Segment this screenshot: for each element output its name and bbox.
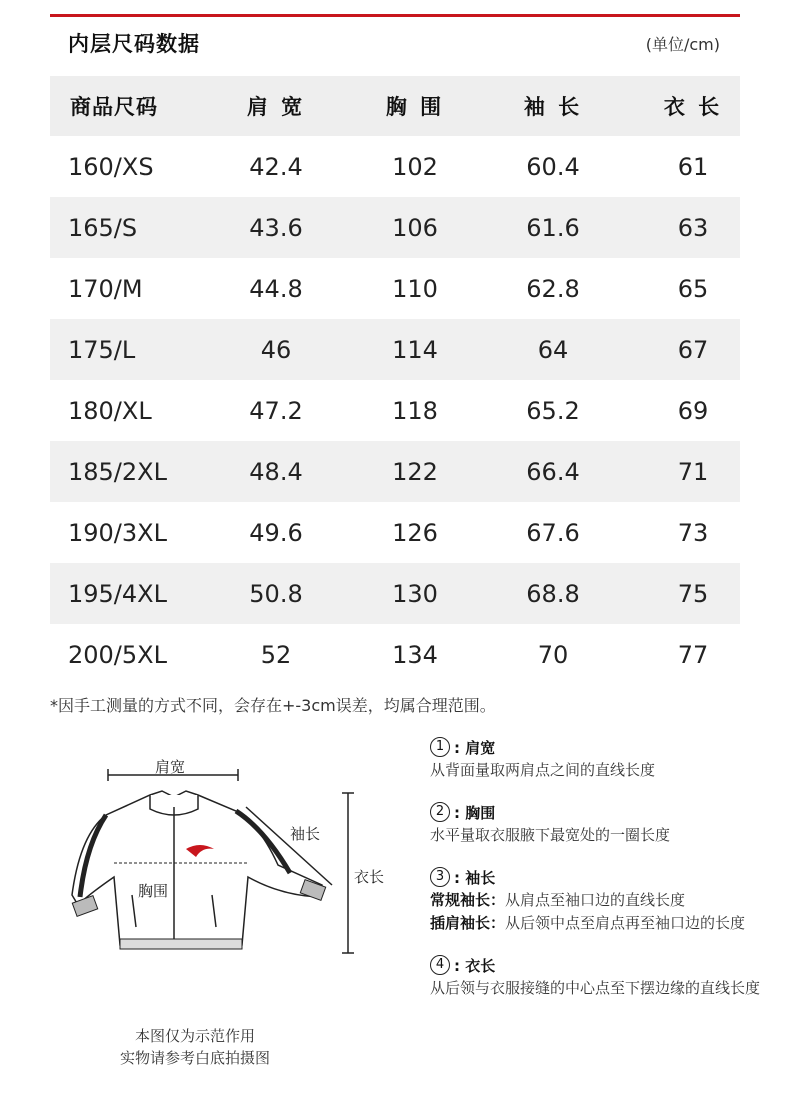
- cell-sleeve: 66.4: [526, 457, 580, 486]
- label-sleeve: 袖长: [290, 825, 321, 843]
- definition-text: 从背面量取两肩点之间的直线长度: [430, 761, 656, 779]
- table-row: [50, 197, 740, 258]
- cell-size: 200/5XL: [68, 640, 167, 669]
- cell-length: 63: [677, 213, 709, 242]
- table-row: [50, 441, 740, 502]
- cell-length: 69: [677, 396, 709, 425]
- cell-shoulder: 46: [260, 335, 292, 364]
- table-row: [50, 624, 740, 685]
- table-row: [50, 319, 740, 380]
- definition-sub-key: 常规袖长：: [430, 891, 506, 909]
- cell-chest: 102: [392, 152, 438, 181]
- cell-sleeve: 65.2: [526, 396, 580, 425]
- cell-length: 61: [677, 152, 709, 181]
- cell-shoulder: 48.4: [249, 457, 303, 486]
- cell-chest: 122: [392, 457, 438, 486]
- number-badge: 3: [430, 867, 450, 887]
- cell-shoulder: 49.6: [249, 518, 303, 547]
- jacket-diagram: [50, 745, 390, 975]
- caption-line: 本图仅为示范作用: [134, 1027, 255, 1045]
- table-row: [50, 380, 740, 441]
- page-title: 内层尺码数据: [68, 32, 200, 56]
- diagram-caption: [95, 1025, 295, 1069]
- label-chest: 胸围: [138, 882, 169, 900]
- measurement-note: *因手工测量的方式不同，会存在+-3cm误差，均属合理范围。: [50, 696, 496, 715]
- label-length: 衣长: [354, 868, 385, 886]
- definition-chest: [430, 800, 760, 847]
- cell-shoulder: 44.8: [249, 274, 303, 303]
- cell-chest: 118: [392, 396, 438, 425]
- definition-text: 水平量取衣服腋下最宽处的一圈长度: [430, 826, 671, 844]
- cell-length: 71: [677, 457, 709, 486]
- table-row: [50, 563, 740, 624]
- col-header-sleeve: 袖 长: [523, 95, 583, 119]
- col-header-length: 衣 长: [663, 95, 723, 119]
- cell-chest: 114: [392, 335, 438, 364]
- cell-shoulder: 42.4: [249, 152, 303, 181]
- cell-chest: 134: [392, 640, 438, 669]
- cell-size: 180/XL: [68, 396, 152, 425]
- measurement-definitions: [430, 735, 760, 1018]
- cell-length: 77: [677, 640, 709, 669]
- cell-size: 175/L: [68, 335, 136, 364]
- cell-sleeve: 70: [537, 640, 569, 669]
- table-row: [50, 502, 740, 563]
- cell-shoulder: 43.6: [249, 213, 303, 242]
- number-badge: 2: [430, 802, 450, 822]
- cell-sleeve: 67.6: [526, 518, 580, 547]
- caption-line: 实物请参考白底拍摄图: [119, 1049, 270, 1067]
- definition-sub-text: 从后领中点至肩点再至袖口边的长度: [505, 914, 746, 932]
- label-shoulder: 肩宽: [155, 758, 186, 776]
- unit-label: (单位/cm): [645, 35, 720, 54]
- definition-title: : 肩宽: [454, 738, 496, 757]
- definition-text: 从后领与衣服接缝的中心点至下摆边缘的直线长度: [430, 979, 761, 997]
- definition-title: : 袖长: [454, 868, 496, 887]
- definition-sub-key: 插肩袖长：: [430, 914, 506, 932]
- cell-sleeve: 61.6: [526, 213, 580, 242]
- cell-length: 73: [677, 518, 709, 547]
- cell-length: 75: [677, 579, 709, 608]
- cell-size: 190/3XL: [68, 518, 167, 547]
- cell-sleeve: 68.8: [526, 579, 580, 608]
- definition-length: [430, 953, 760, 1000]
- cell-shoulder: 52: [260, 640, 292, 669]
- definition-sleeve: [430, 865, 760, 935]
- definition-title: : 衣长: [454, 956, 496, 975]
- definition-title: : 胸围: [454, 803, 496, 822]
- cell-shoulder: 47.2: [249, 396, 303, 425]
- cell-size: 195/4XL: [68, 579, 167, 608]
- size-table: [50, 76, 740, 685]
- number-badge: 1: [430, 737, 450, 757]
- cell-chest: 106: [392, 213, 438, 242]
- table-row: [50, 258, 740, 319]
- col-header-size: 商品尺码: [70, 95, 158, 119]
- cell-size: 160/XS: [68, 152, 154, 181]
- cell-chest: 130: [392, 579, 438, 608]
- cell-chest: 126: [392, 518, 438, 547]
- cell-length: 67: [677, 335, 709, 364]
- cell-length: 65: [677, 274, 709, 303]
- cell-shoulder: 50.8: [249, 579, 303, 608]
- definition-shoulder: [430, 735, 760, 782]
- col-header-chest: 胸 围: [385, 95, 445, 119]
- cell-chest: 110: [392, 274, 438, 303]
- cell-sleeve: 62.8: [526, 274, 580, 303]
- table-row: [50, 136, 740, 197]
- cell-size: 165/S: [68, 213, 138, 242]
- top-accent-line: [50, 14, 740, 17]
- definition-sub-text: 从肩点至袖口边的直线长度: [505, 891, 686, 909]
- col-header-shoulder: 肩 宽: [246, 95, 306, 119]
- cell-size: 185/2XL: [68, 457, 167, 486]
- number-badge: 4: [430, 955, 450, 975]
- cell-sleeve: 64: [537, 335, 569, 364]
- cell-sleeve: 60.4: [526, 152, 580, 181]
- cell-size: 170/M: [68, 274, 143, 303]
- table-header: [50, 76, 740, 136]
